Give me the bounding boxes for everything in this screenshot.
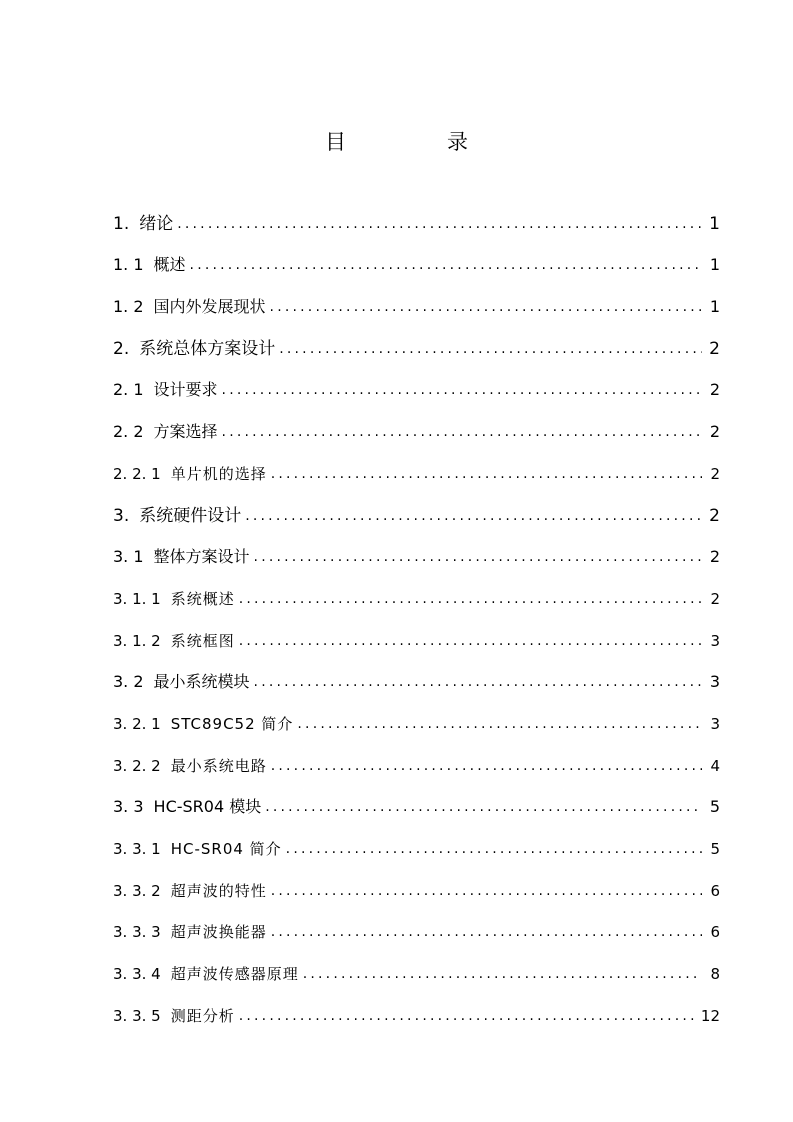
toc-entry[interactable] <box>113 946 720 988</box>
toc-entry-number: 3. 2 <box>113 672 144 692</box>
toc-entry-number: 2. 1 <box>113 380 144 400</box>
toc-entry[interactable] <box>113 738 720 780</box>
toc-leader-dots <box>271 918 702 946</box>
toc-entry-label: 最小系统模块 <box>153 672 250 692</box>
toc-entry[interactable] <box>113 196 720 238</box>
toc-leader-dots <box>190 251 702 279</box>
toc-entry[interactable] <box>113 655 720 697</box>
toc-entry[interactable] <box>113 488 720 530</box>
toc-entry-page: 1 <box>709 255 720 275</box>
toc-entry[interactable] <box>113 321 720 363</box>
toc-entry[interactable] <box>113 780 720 822</box>
toc-leader-dots <box>303 960 702 988</box>
toc-entry-number: 1. 2 <box>113 297 144 317</box>
toc-entry-number: 3. 1. 1 <box>113 589 161 608</box>
toc-leader-dots <box>254 543 702 571</box>
toc-entry-page: 12 <box>700 1006 720 1025</box>
toc-entry-page: 8 <box>710 965 720 984</box>
toc-entry-number: 3. 2. 2 <box>113 756 161 775</box>
toc-entry-label: 单片机的选择 <box>170 464 267 483</box>
toc-entry[interactable] <box>113 821 720 863</box>
toc-entry-page: 5 <box>709 797 720 817</box>
toc-entry-page: 6 <box>710 881 720 900</box>
toc-leader-dots <box>270 293 702 321</box>
toc-leader-dots <box>279 335 702 363</box>
toc-entry-number: 2. <box>113 338 130 359</box>
toc-leader-dots <box>222 418 702 446</box>
toc-entry-label: 超声波的特性 <box>170 881 267 900</box>
toc-entry-number: 3. 1. 2 <box>113 631 161 650</box>
toc-leader-dots <box>239 627 702 655</box>
toc-leader-dots <box>254 668 702 696</box>
toc-entry-number: 3. 3. 2 <box>113 881 161 900</box>
toc-entry[interactable] <box>113 988 720 1030</box>
toc-entry-label: 绪论 <box>139 213 174 234</box>
toc-entry-label: 超声波换能器 <box>170 923 267 942</box>
toc-entry-number: 3. 1 <box>113 547 144 567</box>
toc-leader-dots <box>239 1002 697 1030</box>
toc-entry[interactable] <box>113 363 720 405</box>
toc-entry-label: 超声波传感器原理 <box>170 965 299 984</box>
toc-entry[interactable] <box>113 905 720 947</box>
toc-entry-label: 国内外发展现状 <box>153 297 266 317</box>
toc-entry-page: 3 <box>709 672 720 692</box>
toc-entry[interactable] <box>113 446 720 488</box>
toc-entry[interactable] <box>113 279 720 321</box>
toc-entry-number: 3. 3. 4 <box>113 965 161 984</box>
toc-entry-label: 最小系统电路 <box>170 756 267 775</box>
toc-entry[interactable] <box>113 404 720 446</box>
toc-entry-label: 测距分析 <box>170 1006 235 1025</box>
toc-leader-dots <box>222 376 702 404</box>
toc-entry-number: 3. 3 <box>113 797 144 817</box>
toc-entry-page: 2 <box>709 547 720 567</box>
toc-entry[interactable] <box>113 571 720 613</box>
toc-entry[interactable] <box>113 238 720 280</box>
toc-leader-dots <box>286 835 702 863</box>
toc-entry-page: 3 <box>710 714 720 733</box>
toc-entry-label: 系统概述 <box>170 589 235 608</box>
toc-entry-page: 2 <box>710 589 720 608</box>
toc-entry-page: 5 <box>710 840 720 858</box>
toc-entry-label: HC-SR04 模块 <box>153 797 262 817</box>
toc-entry-label: 设计要求 <box>153 380 218 400</box>
toc-entry[interactable] <box>113 613 720 655</box>
toc-leader-dots <box>271 752 702 780</box>
toc-entry-number: 3. 3. 3 <box>113 923 161 942</box>
toc-entry-page: 1 <box>709 213 720 234</box>
toc-entry-number: 3. 2. 1 <box>113 714 161 733</box>
toc-leader-dots <box>271 460 702 488</box>
toc-entry-page: 2 <box>709 422 720 442</box>
toc-leader-dots <box>177 210 702 238</box>
toc-entry-page: 2 <box>709 338 720 359</box>
toc-entry[interactable] <box>113 696 720 738</box>
toc-entry-number: 3. <box>113 505 130 526</box>
toc-entry[interactable] <box>113 530 720 572</box>
toc-entry-label: HC-SR04 简介 <box>170 840 282 858</box>
toc-leader-dots <box>245 502 702 530</box>
toc-leader-dots <box>271 877 702 905</box>
toc-entry-page: 2 <box>709 380 720 400</box>
toc-leader-dots <box>297 710 702 738</box>
toc-entry-number: 3. 3. 1 <box>113 840 161 858</box>
toc-entry-page: 2 <box>709 505 720 526</box>
toc-leader-dots <box>265 793 702 821</box>
toc-entry-number: 3. 3. 5 <box>113 1006 161 1025</box>
toc-entry-label: 系统硬件设计 <box>139 505 242 526</box>
toc-entry-label: STC89C52 简介 <box>170 714 294 733</box>
toc-entry-page: 3 <box>710 631 720 650</box>
toc-entry[interactable] <box>113 863 720 905</box>
toc-entry-page: 1 <box>709 297 720 317</box>
toc-entry-page: 2 <box>710 464 720 483</box>
toc-leader-dots <box>239 585 702 613</box>
toc-entry-page: 4 <box>710 756 720 775</box>
toc-title: 目 录 <box>325 130 508 154</box>
toc-entry-number: 1. 1 <box>113 255 144 275</box>
toc-entry-label: 系统总体方案设计 <box>139 338 276 359</box>
toc-entry-page: 6 <box>710 923 720 942</box>
toc-entry-label: 方案选择 <box>153 422 218 442</box>
toc-entry-label: 整体方案设计 <box>153 547 250 567</box>
toc-list <box>113 196 720 1030</box>
toc-entry-number: 2. 2. 1 <box>113 464 161 483</box>
toc-entry-number: 1. <box>113 213 130 234</box>
toc-entry-number: 2. 2 <box>113 422 144 442</box>
toc-entry-label: 系统框图 <box>170 631 235 650</box>
toc-entry-label: 概述 <box>153 255 186 275</box>
